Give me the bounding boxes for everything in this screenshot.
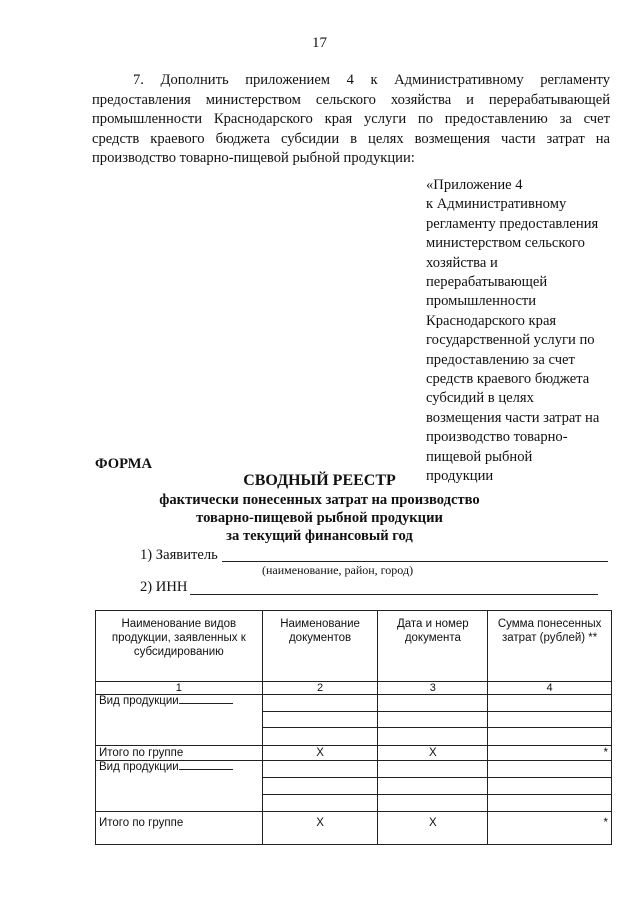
document-name-cell[interactable] [262, 795, 378, 812]
paragraph-line: 7. Дополнить приложением 4 к Административному регламенту [133, 72, 610, 88]
appendix-line: возмещения части затрат на [426, 409, 600, 426]
header-cell: Дата и номер документа [378, 611, 488, 682]
appendix-line: регламенту предоставления [426, 215, 599, 232]
header-cell: Наименование документов [262, 611, 378, 682]
appendix-line: государственной услуги по [426, 332, 595, 349]
applicant-caption: (наименование, район, город) [262, 563, 414, 577]
group-total-label: Итого по группе [96, 746, 263, 761]
paragraph-line: средств краевого бюджета субсидии в целях возмещения части затрат на [92, 130, 610, 147]
document-date-cell[interactable] [378, 728, 488, 746]
table-header-row [96, 611, 612, 682]
document-name-cell[interactable] [262, 695, 378, 712]
amount-cell[interactable] [488, 728, 612, 746]
appendix-line: к Административному [426, 196, 567, 213]
inn-label: 2) ИНН [140, 579, 188, 595]
table-row [96, 695, 612, 712]
total-amount-mark[interactable]: * [488, 746, 612, 761]
register-subtitle: за текущий финансовый год [226, 528, 413, 544]
product-cell[interactable] [96, 695, 263, 746]
document-date-cell[interactable] [378, 695, 488, 712]
paragraph-line: промышленности Краснодарского края услуги по предоставлению за счет [92, 111, 610, 127]
appendix-line: средств краевого бюджета [426, 371, 590, 388]
column-number-row [96, 682, 612, 695]
group-total-row [96, 746, 612, 761]
product-label: Вид продукции [99, 761, 179, 773]
document-name-cell[interactable] [262, 712, 378, 728]
document-date-cell[interactable] [378, 795, 488, 812]
appendix-reference [426, 176, 616, 487]
document-name-cell[interactable] [262, 761, 378, 778]
total-mark: X [378, 746, 488, 761]
header-cell: Сумма понесенных затрат (рублей) ** [488, 611, 612, 682]
column-number: 4 [488, 682, 612, 695]
paragraph-line: производство товарно-пищевой рыбной продукции: [92, 150, 415, 166]
total-mark: X [262, 746, 378, 761]
group-total-row [96, 812, 612, 845]
appendix-line: субсидий в целях [426, 390, 534, 407]
total-amount-mark[interactable]: * [488, 812, 612, 845]
appendix-line: хозяйства и [426, 254, 498, 271]
product-blank [179, 703, 233, 704]
document-date-cell[interactable] [378, 778, 488, 795]
column-number: 1 [96, 682, 263, 695]
register-title: СВОДНЫЙ РЕЕСТР [243, 472, 396, 489]
appendix-line: производство товарно- [426, 429, 568, 446]
column-number: 3 [378, 682, 488, 695]
register-table [95, 610, 612, 845]
column-number: 2 [262, 682, 378, 695]
applicant-label: 1) Заявитель [140, 547, 218, 563]
group-total-label: Итого по группе [96, 812, 263, 845]
total-mark: X [378, 812, 488, 845]
paragraph-line: предоставления министерством сельского хозяйства и перерабатывающей [92, 91, 610, 108]
product-blank [179, 769, 233, 770]
amount-cell[interactable] [488, 712, 612, 728]
applicant-field[interactable] [222, 561, 608, 562]
header-cell: Наименование видов продукции, заявленных к субсидированию [96, 611, 263, 682]
appendix-line: Краснодарского края [426, 312, 557, 329]
appendix-line: промышленности [426, 293, 537, 310]
document-name-cell[interactable] [262, 728, 378, 746]
total-mark: X [262, 812, 378, 845]
register-subtitle: товарно-пищевой рыбной продукции [196, 510, 443, 526]
appendix-line: продукции [426, 468, 494, 485]
appendix-line: перерабатывающей [426, 274, 548, 291]
amendment-paragraph [92, 71, 610, 169]
page-number: 17 [312, 35, 327, 51]
appendix-line: министерством сельского [426, 235, 585, 252]
document-date-cell[interactable] [378, 761, 488, 778]
form-label: ФОРМА [95, 456, 153, 472]
appendix-line: «Приложение 4 [426, 177, 523, 193]
appendix-line: пищевой рыбной [426, 448, 533, 465]
register-subtitle: фактически понесенных затрат на производство [159, 492, 480, 508]
product-cell[interactable] [96, 761, 263, 812]
product-label: Вид продукции [99, 695, 179, 707]
document-date-cell[interactable] [378, 712, 488, 728]
document-name-cell[interactable] [262, 778, 378, 795]
appendix-line: предоставлению за счет [426, 351, 575, 368]
amount-cell[interactable] [488, 778, 612, 795]
table-row [96, 761, 612, 778]
amount-cell[interactable] [488, 761, 612, 778]
inn-field[interactable] [190, 594, 598, 595]
amount-cell[interactable] [488, 795, 612, 812]
amount-cell[interactable] [488, 695, 612, 712]
